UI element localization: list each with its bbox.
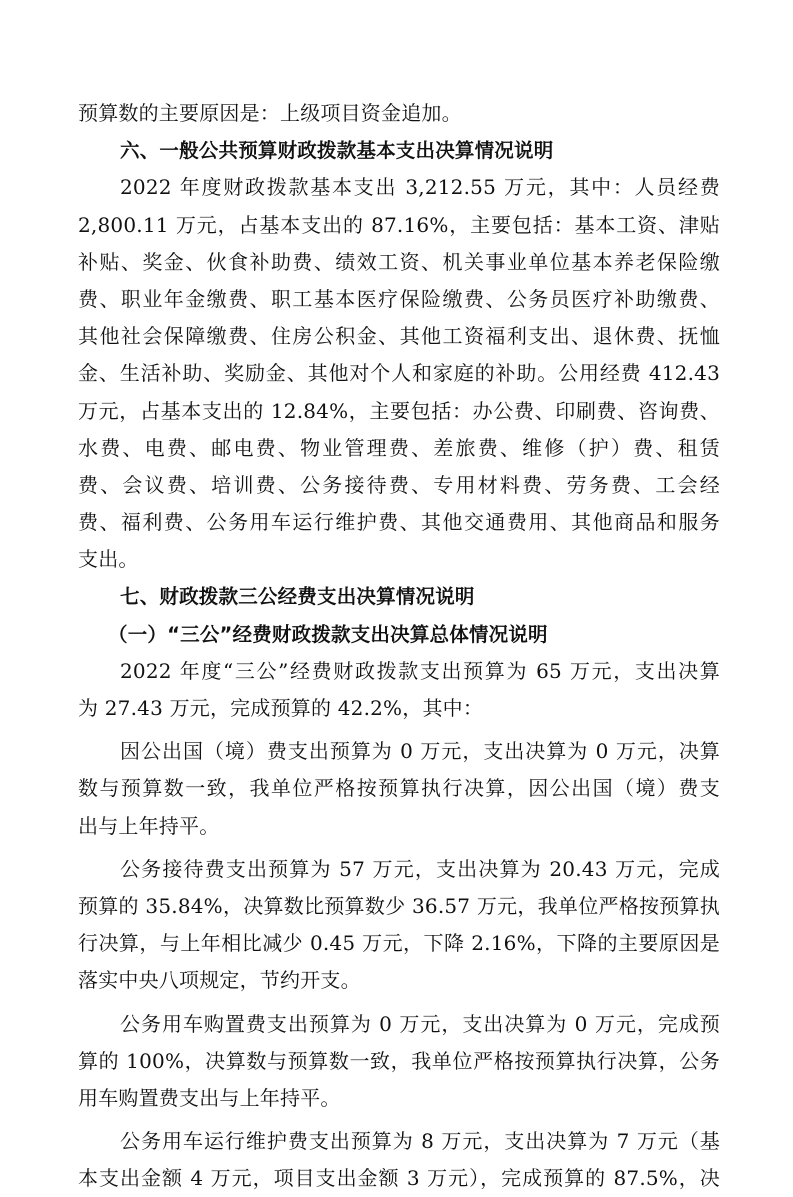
paragraph-line: 预算数的主要原因是：上级项目资金追加。 xyxy=(78,101,462,125)
paragraph-line: 本支出金额 4 万元，项目支出金额 3 万元），完成预算的 87.5%，决 xyxy=(78,1166,720,1191)
document-page xyxy=(78,95,720,1197)
paragraph-line: 万元，占基本支出的 12.84%，主要包括：办公费、印刷费、咨询费、 xyxy=(78,398,720,423)
paragraph-line: 支出。 xyxy=(78,547,139,572)
paragraph-line: 落实中央八项规定，节约开支。 xyxy=(78,968,361,993)
paragraph-line: 补贴、奖金、伙食补助费、绩效工资、机关事业单位基本养老保险缴 xyxy=(78,249,720,274)
paragraph-line: 费、福利费、公务用车运行维护费、其他交通费用、其他商品和服务 xyxy=(78,510,720,535)
paragraph-line: 2,800.11 万元，占基本支出的 87.16%，主要包括：基本工资、津贴 xyxy=(78,212,720,237)
paragraph-line: 水费、电费、邮电费、物业管理费、差旅费、维修（护）费、租赁 xyxy=(78,435,720,460)
paragraph-line: 公务用车购置费支出预算为 0 万元，支出决算为 0 万元，完成预 xyxy=(120,1011,720,1036)
paragraph-line: 行决算，与上年相比减少 0.45 万元，下降 2.16%，下降的主要原因是 xyxy=(78,931,720,956)
paragraph-line: 用车购置费支出与上年持平。 xyxy=(78,1085,341,1110)
paragraph-line: 出与上年持平。 xyxy=(78,813,220,838)
paragraph-line: 其他社会保障缴费、住房公积金、其他工资福利支出、退休费、抚恤 xyxy=(78,324,720,349)
paragraph-line: 为 27.43 万元，完成预算的 42.2%，其中： xyxy=(78,696,484,720)
subsection-heading-one: （一）“三公”经费财政拨款支出决算总体情况说明 xyxy=(108,622,548,646)
paragraph-line: 预算的 35.84%，决算数比预算数少 36.57 万元，我单位严格按预算执 xyxy=(78,893,720,918)
paragraph-line: 金、生活补助、奖励金、其他对个人和家庭的补助。公用经费 412.43 xyxy=(78,361,720,386)
paragraph-line: 算的 100%，决算数与预算数一致，我单位严格按预算执行决算，公务 xyxy=(78,1048,720,1073)
section-heading-six: 六、一般公共预算财政拨款基本支出决算情况说明 xyxy=(120,139,554,163)
paragraph-line: 数与预算数一致，我单位严格按预算执行决算，因公出国（境）费支 xyxy=(78,776,720,801)
paragraph-line: 费、职业年金缴费、职工基本医疗保险缴费、公务员医疗补助缴费、 xyxy=(78,286,720,311)
paragraph-line: 2022 年度财政拨款基本支出 3,212.55 万元，其中：人员经费 xyxy=(120,175,720,200)
paragraph-line: 公务用车运行维护费支出预算为 8 万元，支出决算为 7 万元（基 xyxy=(120,1129,720,1154)
section-heading-seven: 七、财政拨款三公经费支出决算情况说明 xyxy=(120,585,475,609)
paragraph-line: 公务接待费支出预算为 57 万元，支出决算为 20.43 万元，完成 xyxy=(120,856,720,881)
paragraph-line: 2022 年度“三公”经费财政拨款支出预算为 65 万元，支出决算 xyxy=(120,658,720,683)
paragraph-line: 费、会议费、培训费、公务接待费、专用材料费、劳务费、工会经 xyxy=(78,472,720,497)
paragraph-line: 因公出国（境）费支出预算为 0 万元，支出决算为 0 万元，决算 xyxy=(120,739,720,764)
